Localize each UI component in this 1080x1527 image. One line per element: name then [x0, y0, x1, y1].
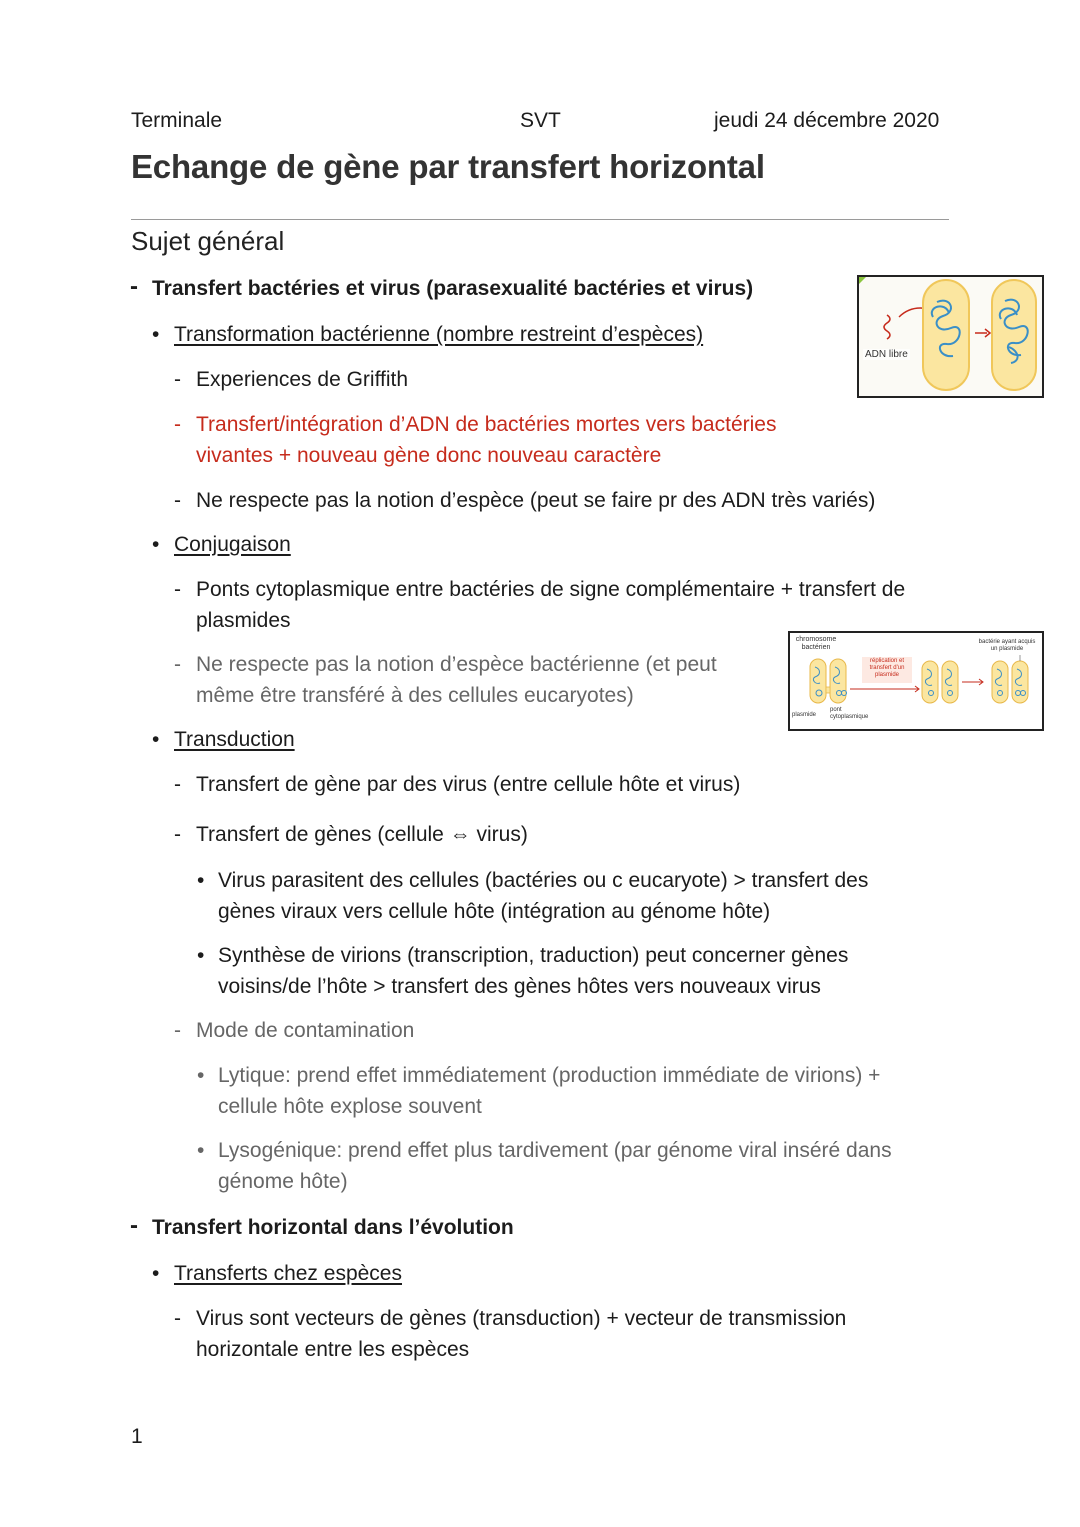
- dash-marker: -: [174, 489, 181, 512]
- dash-marker: -: [174, 653, 181, 676]
- item-parasitent-line1: Virus parasitent des cellules (bactéries ou c eucaryote) > transfert des: [218, 869, 869, 892]
- bullet-marker: •: [197, 869, 205, 892]
- item-notion-bact-line1: Ne respecte pas la notion d’espèce bactérienne (et peut: [196, 653, 717, 676]
- bullet-marker: •: [152, 728, 160, 751]
- divider: [131, 219, 949, 220]
- item-transduction: Transduction: [174, 728, 295, 751]
- item-lysogenique-line1: Lysogénique: prend effet plus tardivement (par génome viral inséré dans: [218, 1139, 892, 1162]
- dash-marker: -: [130, 273, 138, 300]
- plasmid-label: plasmide: [792, 712, 817, 718]
- transformation-illustration: [859, 277, 1042, 396]
- dash-marker: -: [174, 1307, 181, 1330]
- item-transfert-adn-line1: Transfert/intégration d’ADN de bactéries mortes vers bactéries: [196, 413, 777, 436]
- dash-marker: -: [130, 1212, 138, 1239]
- bullet-marker: •: [152, 533, 160, 556]
- figure-conjugaison: [788, 631, 1044, 731]
- bullet-marker: •: [152, 323, 160, 346]
- item-griffith: Experiences de Griffith: [196, 368, 409, 391]
- item-notion-espece: Ne respecte pas la notion d’espèce (peut se faire pr des ADN très variés): [196, 489, 876, 512]
- item-notion-bact-line2: même être transféré à des cellules eucaryotes): [196, 684, 634, 707]
- header-subject: SVT: [520, 109, 561, 132]
- bullet-marker: •: [197, 1064, 205, 1087]
- item-lytique-line2: cellule hôte explose souvent: [218, 1095, 482, 1118]
- figure-transformation: [857, 275, 1044, 398]
- item-transfert-virus: Transfert de gène par des virus (entre cellule hôte et virus): [196, 773, 741, 796]
- item-ponts-line1: Ponts cytoplasmique entre bactéries de signe complémentaire + transfert de: [196, 578, 906, 601]
- bacterium-icon: [830, 659, 846, 703]
- dash-marker: -: [174, 578, 181, 601]
- replication-label: réplication et transfert d'un plasmide: [869, 658, 905, 678]
- header-date: jeudi 24 décembre 2020: [714, 109, 940, 132]
- heading-transfert-bacteries: Transfert bactéries et virus (parasexualité bactéries et virus): [152, 277, 754, 300]
- item-lytique-line1: Lytique: prend effet immédiatement (production immédiate de virions) +: [218, 1064, 881, 1087]
- header-level: Terminale: [131, 109, 223, 132]
- item-transformation: Transformation bactérienne (nombre restreint d’espèces): [174, 323, 704, 346]
- item-transfert-adn-line2: vivantes + nouveau gène donc nouveau caractère: [196, 444, 662, 467]
- bacterium-icon: [1012, 661, 1028, 703]
- item-parasitent-line2: gènes viraux vers cellule hôte (intégration au génome hôte): [218, 900, 771, 923]
- dash-marker: -: [174, 773, 181, 796]
- bridge-label: pont cytoplasmique: [830, 707, 869, 720]
- heading-transfert-evolution: Transfert horizontal dans l’évolution: [152, 1216, 514, 1239]
- page-title: Echange de gène par transfert horizontal: [131, 148, 765, 185]
- bacterium-icon: [992, 661, 1008, 703]
- item-vecteurs-line2: horizontale entre les espèces: [196, 1338, 470, 1361]
- item-transferts-chez-especes: Transferts chez espèces: [174, 1262, 402, 1285]
- dash-marker: -: [174, 368, 181, 391]
- dash-marker: -: [174, 413, 181, 436]
- dash-marker: -: [174, 823, 181, 846]
- page-number: 1: [131, 1425, 143, 1448]
- item-synthese-line2: voisins/de l’hôte > transfert des gènes hôtes vers nouveaux virus: [218, 975, 821, 998]
- item-ponts-line2: plasmides: [196, 609, 291, 632]
- bullet-marker: •: [197, 1139, 205, 1162]
- item-mode-contamination: Mode de contamination: [196, 1019, 415, 1042]
- bacterium-icon: [992, 280, 1036, 390]
- bacterium-icon: [810, 659, 826, 703]
- bacterium-icon: [923, 280, 969, 390]
- chromosome-label: chromosome bactérien: [795, 636, 837, 651]
- item-synthese-line1: Synthèse de virions (transcription, traduction) peut concerner gènes: [218, 944, 849, 967]
- free-dna-label: ADN libre: [865, 349, 908, 360]
- section-heading: Sujet général: [131, 226, 285, 256]
- dash-marker: -: [174, 1019, 181, 1042]
- bacterium-icon: [942, 661, 958, 703]
- acquired-plasmid-label: bactérie ayant acquis un plasmide: [978, 639, 1036, 652]
- item-lysogenique-line2: génome hôte): [218, 1170, 348, 1193]
- item-conjugaison: Conjugaison: [174, 533, 291, 556]
- item-vecteurs-line1: Virus sont vecteurs de gènes (transduction) + vecteur de transmission: [196, 1307, 847, 1330]
- bacterium-icon: [922, 661, 938, 703]
- bullet-marker: •: [152, 1262, 160, 1285]
- item-transfert-genes: Transfert de gènes (cellule ⇔ virus): [196, 823, 528, 846]
- bullet-marker: •: [197, 944, 205, 967]
